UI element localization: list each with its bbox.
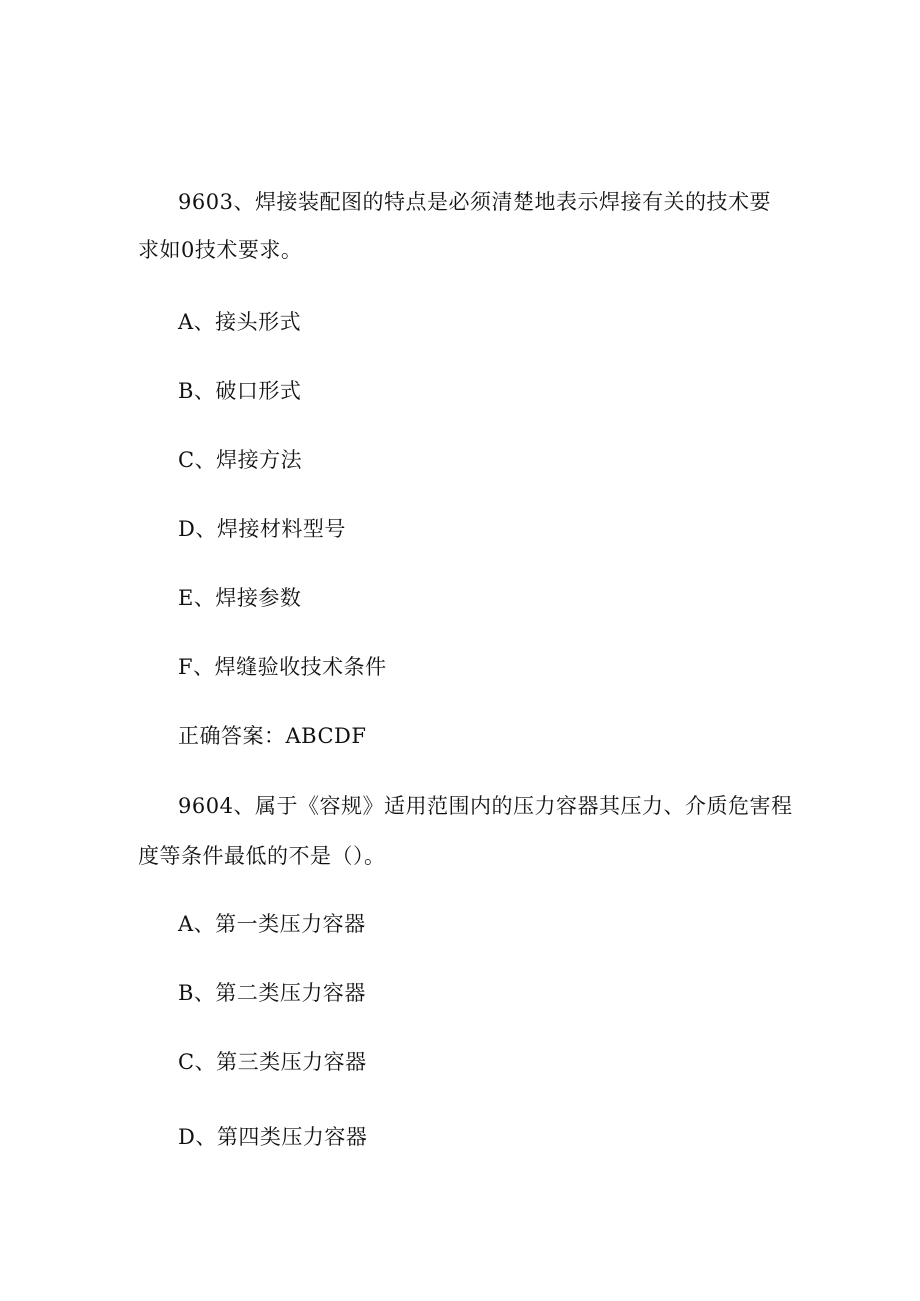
question-9604-option-a: A、第一类压力容器 bbox=[178, 912, 366, 936]
question-9604-stem-line2: 度等条件最低的不是（）。 bbox=[138, 844, 386, 868]
question-9604-option-d: D、第四类压力容器 bbox=[178, 1125, 368, 1149]
question-9604-option-b: B、第二类压力容器 bbox=[178, 981, 366, 1005]
question-9604-stem-line1: 9604、属于《容规》适用范围内的压力容器其压力、介质危害程 bbox=[178, 794, 793, 818]
question-9604-option-c: C、第三类压力容器 bbox=[178, 1050, 367, 1074]
question-9603-stem-line2: 求如0技术要求。 bbox=[138, 238, 303, 262]
question-9603-option-a: A、接头形式 bbox=[178, 310, 302, 334]
question-9603-option-b: B、破口形式 bbox=[178, 379, 302, 403]
question-9603-option-f: F、焊缝验收技术条件 bbox=[178, 655, 387, 679]
question-9603-option-e: E、焊接参数 bbox=[178, 586, 302, 610]
question-9603-stem-line1: 9603、焊接装配图的特点是必须清楚地表示焊接有关的技术要 bbox=[178, 190, 771, 214]
question-9603-option-d: D、焊接材料型号 bbox=[178, 517, 346, 541]
question-9603-option-c: C、焊接方法 bbox=[178, 448, 303, 472]
question-9603-answer: 正确答案：ABCDF bbox=[178, 724, 367, 748]
